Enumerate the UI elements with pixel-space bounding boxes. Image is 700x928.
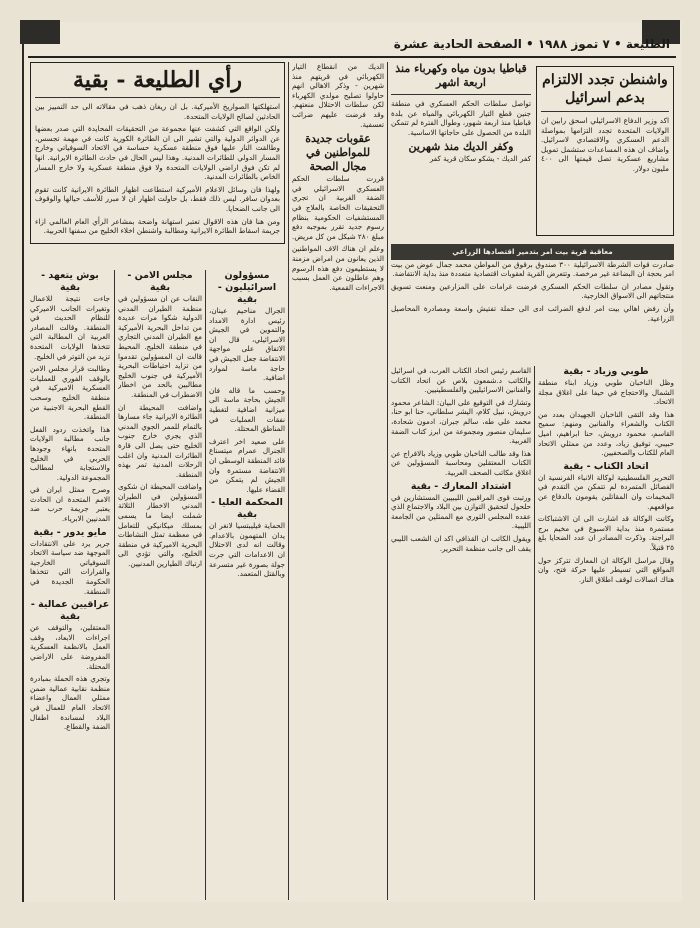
column-mayo (30, 270, 110, 900)
editorial-title: رأي الطليعة - بقية (73, 67, 242, 93)
divider (541, 111, 669, 112)
article-paragraph: قررت سلطات الحكم العسكري الاسرائيلي في الضفة الغربية ان تجري التحقيقات الخاصة بالعلاج في المستشفيات الحكومية بنظام رسوم جديد تقرر بموجبه دفع مبلغ ٢٨٠ شيكل من كل مريض. (292, 174, 384, 241)
article-headline: مايو يدور - بقية (33, 526, 107, 538)
article-paragraph: وحسب ما قاله فان الجيش بحاجة ماسة الى ميزانية اضافية لتغطية نفقات العمليات في المناطق المحتلة. (209, 385, 285, 434)
article-headline: عراقيين عمالية - بقية (30, 599, 110, 623)
column-rule (114, 270, 115, 900)
header-rule (28, 56, 676, 58)
article-paragraph: جاءت نتيجة للاعمال وتغيرات الجانب الاميركي للنظام الحديث في المنطقة. وقالت المصادر العربية ان المطالبة التي تتخذها الولايات المتحدة تزيد من التوتر في الخليج. (30, 294, 110, 361)
article-paragraph: الجرال مناحيم عينان، رئيس ادارة الامداد والتموين في الجيش الاسرائيلي، قال ان الاتفاق على مواجهة الانتفاضة جعل الجيش في حاجة ماسة لموارد اضافية. (209, 306, 285, 383)
article-paragraph: وتجري هذه الحملة بمبادرة منظمة نقابية عمالية ضمن ممثلي العمال واعضاء الاتحاد العام للعمال في البلاد لمساندة اطفال الضفة والقطاع. (30, 674, 110, 732)
divider (391, 94, 531, 95)
article-paragraph: ويقول الكاتب ان القذافي اكد ان الشعب الليبي يقف الى جانب منظمة التحرير. (391, 533, 531, 553)
article-box (536, 66, 674, 236)
article-paragraph: هذا وقد التقى الناخبان الجهيدان بعدد من الكتاب والشعراء والفنانين ومنهم: سميح القاسم، محمود درويش، حنا ابراهيم، اميل حبيبي، توفيق زياد، وعدد من ممثلي الاتحاد العام للكتاب والصحفيين. (538, 409, 674, 458)
article-headline: اتحاد الكتاب - بقية (563, 460, 649, 472)
article-paragraph: وأن رفض اهالي بيت امر لدفع الضرائب ادى الى حملة تفتيش واسعة ومصادرة المحاصيل الزراعية. (391, 303, 674, 323)
article-paragraph: وتشارك في التوقيع على البيان: الشاعر محمود درويش، نبيل كلام، اليشر سلطاني، حنا ابو حنا، محمد علي طه، سالم جبران، ادمون شحادة، سليمان منصور ومجموعة من ابرز كتاب الضفة الغربية. (391, 397, 531, 446)
column-tubi-ziyad (538, 366, 674, 900)
article-paragraph: القاسم رئيس اتحاد الكتاب العرب، في اسرائيل والكاتب د.شمعون بلاص عن اتحاد الكتاب والفنانين الاسرائيليين والفلسطينيين. (391, 366, 531, 395)
article-paragraph: وطالبت قرار مجلس الامن بالوقف الفوري للعمليات العسكرية الاميركية في منطقة الخليج وسحب القطع البحرية الاجنبية من المنطقة. (30, 364, 110, 422)
article-paragraph: جرير يرد على الانتقادات الموجهة ضد سياسة الاتحاد السوفياتي الخارجية والقرارات التي تتخذها الحكومة الجديدة في المنطقة. (30, 538, 110, 596)
column-rule (387, 62, 388, 900)
article-headline: عقوبات جديدة للمواطنين في مجال الصحة (305, 132, 371, 174)
editorial-paragraph: ومن هنا فان هذه الاقوال تعتبر استهانة واضحة بمشاعر الرأي العام العالمي ازاء جريمة اسقاط الطائرة الايرانية ومطالبة واشنطن اخلاء الخليج من سفنها الحربية. (35, 216, 280, 236)
article-headline: مسؤولون اسرائيليون - بقية (217, 270, 277, 305)
article-headline: بوش يتعهد - بقية (41, 270, 99, 293)
article-paragraph: وعلم ان هناك الاف المواطنين الذين يعانون من امراض مزمنة لا يستطيعون دفع هذه الرسوم وهم عاطلون عن العمل بسبب الاجراءات القمعية. (292, 244, 384, 292)
header-text: الطليعة • ٧ تموز ١٩٨٨ • الصفحة الحادية عشرة (393, 37, 670, 51)
article-paragraph: وكانت الوكالة قد اشارت الى ان الاشتباكات مستمرة منذ بداية الاسبوع في مخيم برج البراجنة. وذكرت المصادر ان عدد الضحايا بلغ ٢٥ قتيلاً. (538, 514, 674, 552)
article-paragraph: الديك من انقطاع التيار الكهربائي في قريتهم منذ شهرين - وذكر الاهالي انهم حاولوا تصليح مولدي الكهرباء لكن سلطات الاحتلال منعتهم. وقد فرضت عليهم ضرائب تعسفية. (292, 62, 384, 129)
column-health-sanctions (292, 62, 384, 900)
article-paragraph: المعتقلين، والتوقف عن اجراءات الابعاد، وقف العمل بالانظمة العسكرية المفروضة على الاراضي المحتلة. (30, 623, 110, 671)
editorial-paragraph: ولهذا فان وسائل الاعلام الأميركية استطاعت اظهار الطائرة الايرانية كانت تقوم بعدوان سافر. ليس ذلك فقط، بل حاولت اظهار ان لا مبرر للأسف حيالها والوقوف الى جانب الضحايا. (35, 184, 280, 213)
article-headline: قباطيا بدون مياه وكهرباء منذ اربعة اشهر (395, 62, 527, 89)
article-paragraph: تواصل سلطات الحكم العسكري في منطقة جنين قطع التيار الكهربائي والمياه عن بلدة قباطيا منذ اربعة شهور، وطوال الفترة لم تتمكن البلدة من الحصول على حاجاتها الاساسية. (391, 99, 531, 137)
page-header (28, 34, 676, 54)
article-headline: واشنطن تجدد الالتزام بدعم اسرائيل (542, 72, 668, 106)
column-rule (534, 366, 535, 900)
article-paragraph: الحماية فيليبتسيا لانغر ان يدان المتهمون بالاعدام. وقالت انه لدى الاحتلال ان الاعدامات التي جرت جولة بصورة غير متسرعة وبالقتل المتعمد. (209, 521, 285, 579)
article-paragraph: على صعيد اخر اعترف الجنرال عمرام ميتسناع قائد المنطقة الوسطى ان الانتفاضة مستمرة وان الجيش لم يتمكن من القضاء عليها. (209, 436, 285, 494)
article-beit-ummar (391, 244, 674, 362)
article-washington (536, 66, 674, 244)
article-paragraph: كفر الديك - يشكو سكان قرية كفر (429, 154, 531, 164)
editorial-paragraph: ولكن الواقع التي كشفت عنها مجموعة من التحقيقات المحايدة التي صدر بعضها عن الدوائر الدولية والتي تشير الى ان الطائرة الكورية كانت في مهمة تجسس، وطالقت النار عليها فوق منطقة عسكرية حساسة في الاتحاد السوفياتي وخارج المسار الدولي للطائرات المدنية. وهذا ليس الحال في حادث الطائرة الايرانية. انها لم تكن فوق اراضي الولايات المتحدة ولا فوق منطقة عسكرية ولا خارج المسار الخاص بالطائرات المدنية. (35, 124, 280, 182)
article-paragraph: وصرح ممثل ايران في الامم المتحدة ان الحادث يعتبر جريمة حرب ضد المدنيين الابرياء. (30, 485, 110, 524)
editorial-box (30, 62, 285, 244)
article-headline: طوبي وزياد - بقية (563, 366, 649, 377)
article-paragraph: صادرت قوات الشرطة الاسرائيلية ٣٠٠ صندوق برقوق من المواطن محمد جمال عوض من بيت امر بحجة ان البضاعة غير مرخصة. وتتعرض القرية لعقوبات اقتصادية متعددة منذ بداية الانتفاضة. (391, 259, 674, 279)
column-writers (391, 366, 531, 900)
article-headline: مجلس الامن - بقية (127, 270, 193, 293)
article-paragraph: وظل الناخبان طوبي وزياد ابناء منطقة الشمال والاحتجاج في حيفا على اغلاق مجلة الاتحاد. (538, 378, 674, 407)
article-paragraph: واضافت المحيطة ان الطائرة الايرانية جاء مسارها بالتمام للممر الجوي المدني الذي يجري خارج جنوب الخليج حتى يصل الى قارة الطائرات المدنية وان اغلب الرحلات المدنية تمر بهذه المنطقة. (118, 402, 202, 479)
divider (35, 97, 280, 98)
article-paragraph: النقاب عن ان مسؤولين في منظمة الطيران المدني الدولية شكوا مرات عديدة من تداخل البحرية الأميركية مع الطيران المدني التجاري في منطقة الخليج. المحيط قالت ان المسؤولين تقدموا من تزايد احتياطات البحرية الأميركية في جنوب الخليج مطالبين بالحد من اخطار الاضطراب في المنطقة. (118, 294, 202, 399)
article-paragraph: ورتبت قوى المراقبين الليبيين المستشارين في حلحول لتحقيق التوازن بين البلاد والاجتماع الذي عقده المجلس الثوري مع الممثلين من الجامعة الليبية. (391, 492, 531, 531)
article-paragraph: وقال مراسل الوكالة ان المعارك تتركز حول المواقع التي تسيطر عليها حركة فتح، وان هناك اتصالات لوقف اطلاق النار. (538, 555, 674, 584)
column-security (118, 270, 202, 900)
article-headline: المحكمة العليا - بقية (211, 497, 283, 521)
column-israeli-officials (209, 270, 285, 900)
column-rule (205, 270, 206, 900)
article-paragraph: اكد وزير الدفاع الاسرائيلي اسحق رابين ان الولايات المتحدة تجدد التزامها بمواصلة الدعم العسكري والاقتصادي لاسرائيل. واضاف ان هذه المساعدات ستشمل تمويل مشاريع عسكرية تصل قيمتها الى ٤٠٠ مليون دولار. (541, 116, 669, 173)
article-paragraph: التحرير الفلسطينية لوكالة الانباء الفرنسية ان الفصائل المتمردة لم تتمكن من التقدم في المخيمات وان المقاتلين يقومون بالدفاع عن مواقعهم. (538, 472, 674, 511)
article-qabatiya (391, 62, 531, 240)
article-banner: معاقبة قرية بيت امر بتدمير اقتصادها الزراعي (391, 244, 674, 260)
article-headline: اشتداد المعارك - بقية (410, 480, 512, 492)
article-headline: وكفر الديك منذ شهرين (408, 140, 514, 154)
column-rule (288, 62, 289, 900)
article-paragraph: وتقول مصادر ان سلطات الحكم العسكري فرضت غرامات على المزارعين ومنعت تسويق منتجاتهم الى الاسواق الخارجية. (391, 281, 674, 301)
article-paragraph: هذا وقد طالب الناخبان طوبي وزياد بالافراج عن الكتاب المعتقلين ومحاسبة المسؤولين عن اغلاق مكاتب الصحف العربية. (391, 448, 531, 477)
editorial-paragraph: استهلكتها الصواريخ الأميركية. بل ان ريغان ذهب في مقالاته الى حد التمييز بين الحادثين لصالح الولايات المتحدة. (35, 102, 280, 121)
editorial (30, 62, 285, 302)
article-paragraph: واضافت المحيطة ان شكوى المسؤولين في الطيران المدني الاخطار الثلاثة شملت ايضا ما يسمى بمسلك ميكانيكي للتعامل في معظمة تمثل النشاطات البحرية الاميركية في منطقة الخليج، والتي تؤدي الى ارتباك الطيارين المدنيين. (118, 482, 202, 569)
article-paragraph: هذا واتخذت ردود الفعل جانب مطالبة الولايات المتحدة بانهاء وجودها الحربي في الخليج والاستجابة لمطالب المجموعة الدولية. (30, 424, 110, 482)
